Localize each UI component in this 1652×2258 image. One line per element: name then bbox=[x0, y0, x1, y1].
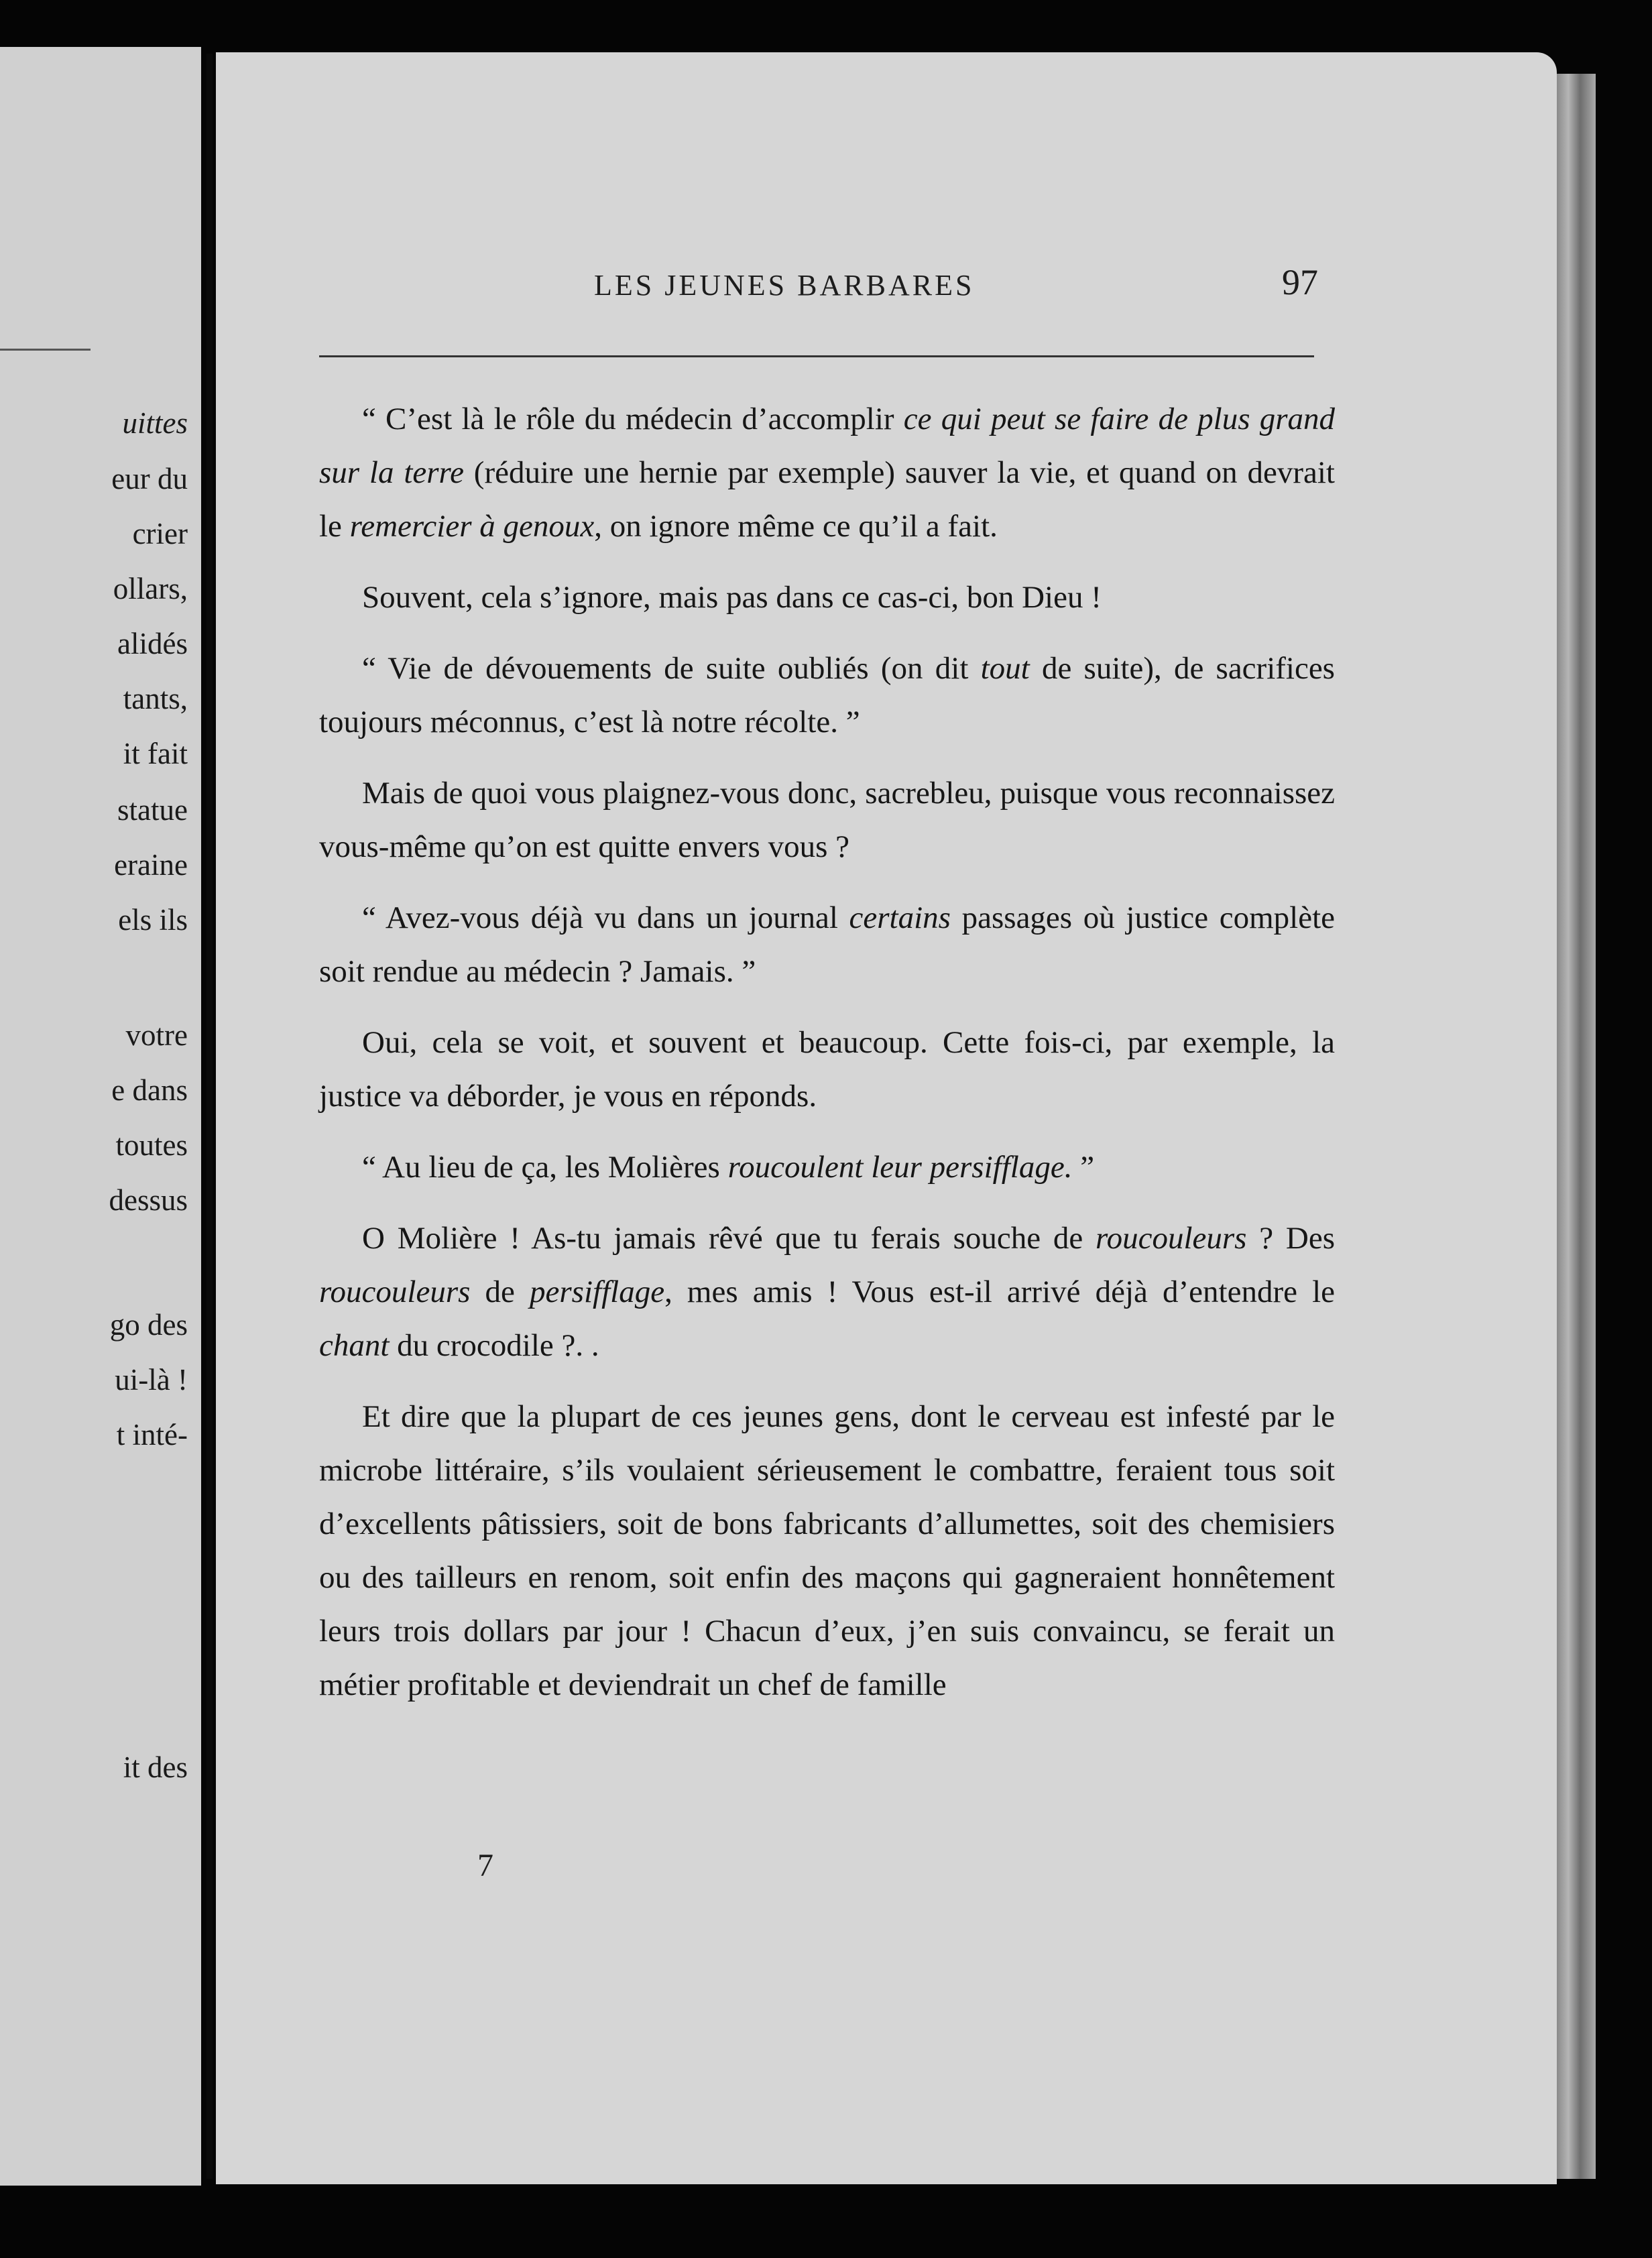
left-header-rule bbox=[0, 349, 91, 351]
left-page-line: crier bbox=[132, 517, 188, 550]
text-run: , on ignore même ce qu’il a fait. bbox=[594, 509, 998, 544]
paragraph bbox=[319, 1016, 1335, 1123]
text-run: ” bbox=[1072, 1150, 1095, 1185]
italic-text: ce qui peut se faire de plus grand sur la terre bbox=[319, 402, 1335, 490]
italic-text: roucouleurs bbox=[319, 1274, 471, 1309]
left-page-line: tants, bbox=[123, 682, 188, 715]
left-page-line: ui-là ! bbox=[115, 1363, 188, 1397]
left-page-line: votre bbox=[125, 1018, 188, 1052]
text-run: “ Au lieu de ça, les Molières bbox=[362, 1150, 728, 1185]
left-page-line: e dans bbox=[111, 1073, 188, 1107]
left-page-line: eur du bbox=[111, 462, 188, 495]
paragraph bbox=[319, 766, 1335, 874]
italic-text: persifflage bbox=[530, 1274, 665, 1309]
left-page-line: uittes bbox=[122, 406, 188, 440]
paragraph bbox=[319, 571, 1335, 624]
text-run: (réduire une hernie par exemple) sauver la vie, et quand on devrait le bbox=[319, 455, 1335, 544]
text-run: Et dire que la plupart de ces jeunes gens, dont le cerveau est infesté par le microbe littéraire, s’ils voulaient sérieusement le combattre, feraient tous soit d’excellents pâtissiers, soit de bons fabricants d’allumettes, soit des chemisiers ou des tailleurs en renom, soit enfin des maçons qui gagneraient honnêtement leurs trois dollars par jour ! Chacun d’eux, j’en suis convaincu, se ferait un métier profitable et deviendrait un chef de famille bbox=[319, 1399, 1335, 1702]
text-run: “ C’est là le rôle du médecin d’accomplir bbox=[362, 402, 904, 436]
left-facing-page bbox=[0, 47, 201, 2186]
left-page-line: t inté- bbox=[116, 1418, 188, 1451]
left-page-line: statue bbox=[117, 793, 188, 827]
left-page-line: it fait bbox=[123, 737, 188, 770]
left-page-line: els ils bbox=[118, 903, 188, 937]
text-run: passages où justice complète soit rendue au médecin ? Jamais. ” bbox=[319, 900, 1335, 989]
running-header-title: LES JEUNES BARBARES bbox=[594, 269, 975, 302]
signature-mark: 7 bbox=[477, 1848, 493, 1883]
text-run: Mais de quoi vous plaignez-vous donc, sacrebleu, puisque vous reconnaissez vous-même qu’on est quitte envers vous ? bbox=[319, 776, 1335, 864]
italic-text: remercier à genoux bbox=[349, 509, 595, 544]
text-run: de bbox=[470, 1274, 530, 1309]
paragraph bbox=[319, 1140, 1335, 1194]
text-run: du crocodile ?. . bbox=[389, 1328, 599, 1363]
paragraph bbox=[319, 1211, 1335, 1372]
text-run: de suite), de sacrifices toujours méconnus, c’est là notre récolte. ” bbox=[319, 651, 1335, 739]
left-page-line: toutes bbox=[115, 1128, 188, 1162]
paragraph bbox=[319, 642, 1335, 749]
text-run: “ Avez-vous déjà vu dans un journal bbox=[362, 900, 849, 935]
gutter-line bbox=[206, 54, 213, 2179]
page-number: 97 bbox=[1282, 262, 1318, 302]
italic-text: certains bbox=[849, 900, 951, 935]
text-run: O Molière ! As-tu jamais rêvé que tu ferais souche de bbox=[362, 1221, 1096, 1256]
page-stack-edge bbox=[1557, 74, 1596, 2179]
text-run: , mes amis ! Vous est-il arrivé déjà d’entendre le bbox=[664, 1274, 1335, 1309]
left-page-line: dessus bbox=[109, 1183, 188, 1217]
left-page-line: go des bbox=[109, 1308, 188, 1342]
paragraph bbox=[319, 392, 1335, 553]
text-run: Souvent, cela s’ignore, mais pas dans ce cas-ci, bon Dieu ! bbox=[362, 580, 1102, 615]
paragraph bbox=[319, 1390, 1335, 1712]
italic-text: tout bbox=[980, 651, 1030, 686]
paragraph bbox=[319, 891, 1335, 998]
text-run: Oui, cela se voit, et souvent et beaucoup. Cette fois-ci, par exemple, la justice va déborder, je vous en réponds. bbox=[319, 1025, 1335, 1114]
left-page-line: ollars, bbox=[113, 572, 188, 605]
text-run: “ Vie de dévouements de suite oubliés (on dit bbox=[362, 651, 981, 686]
italic-text: chant bbox=[319, 1328, 390, 1363]
text-run: ? Des bbox=[1246, 1221, 1335, 1256]
left-page-line: eraine bbox=[114, 848, 188, 882]
header-rule bbox=[319, 355, 1314, 357]
italic-text: roucoulent leur persifflage. bbox=[727, 1150, 1073, 1185]
italic-text: roucouleurs bbox=[1096, 1221, 1247, 1256]
body-text bbox=[319, 392, 1335, 1729]
left-page-line: it des bbox=[123, 1750, 188, 1784]
left-page-line: alidés bbox=[117, 627, 188, 660]
